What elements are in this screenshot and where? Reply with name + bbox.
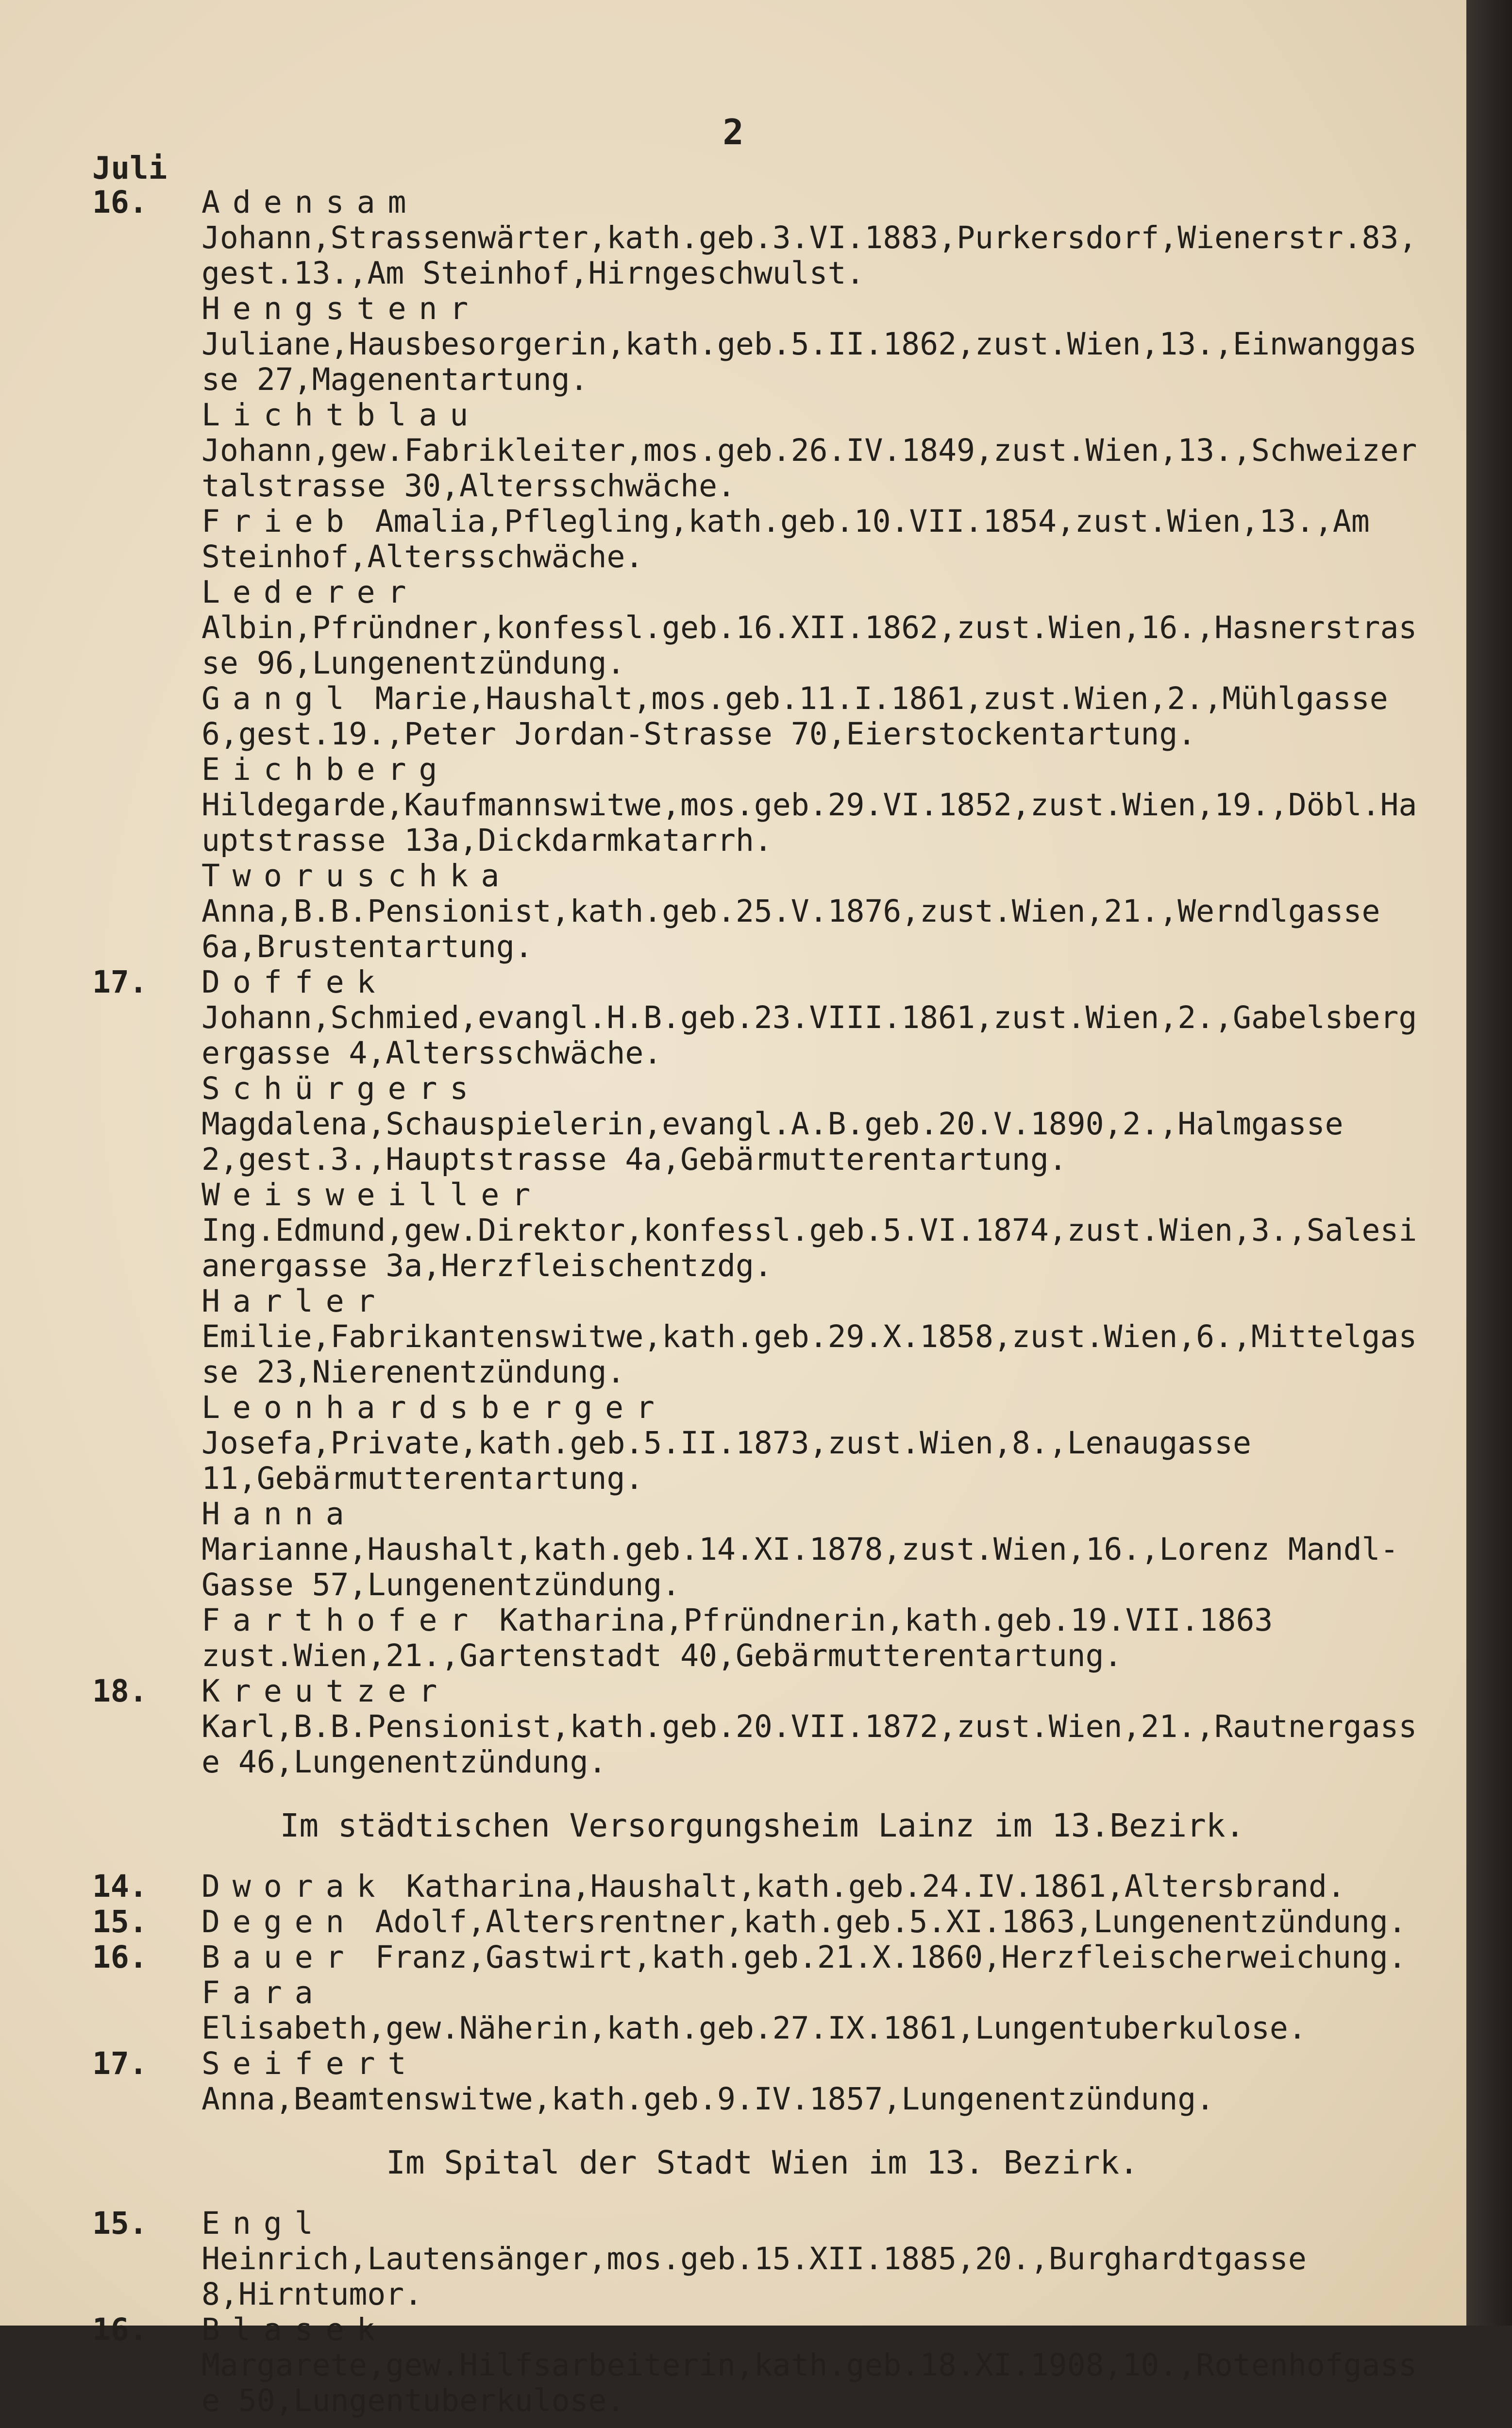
- register-entry: [92, 1177, 1432, 1283]
- entry-surname: Doffek: [202, 964, 388, 1000]
- register-entry: [92, 1975, 1432, 2046]
- entry-details: Elisabeth,gew.Näherin,kath.geb.27.IX.1861,Lungentuberkulose.: [202, 2010, 1307, 2046]
- entry-details: Karl,B.B.Pensionist,kath.geb.20.VII.1872,zust.Wien,21.,Rautnergasse 46,Lungenentzündung.: [202, 1709, 1417, 1780]
- register-entry: [92, 1904, 1432, 1939]
- entry-details: Heinrich,Lautensänger,mos.geb.15.XII.1885,20.,Burghardtgasse 8,Hirntumor.: [202, 2241, 1307, 2312]
- register-entry: [92, 504, 1432, 574]
- entry-details: Margarete,gew.Hilfsarbeiterin,kath.geb.18.XI.1908,10.,Rotenhofgasse 50,Lungentuberkulose.: [202, 2347, 1417, 2418]
- register-entry: [92, 681, 1432, 752]
- entry-surname: Bauer: [202, 1939, 357, 1975]
- entry-surname: Dworak: [202, 1869, 388, 1904]
- section-heading: Im städtischen Versorgungsheim Lainz im 13.Bezirk.: [280, 1807, 1245, 1844]
- register-entry: [92, 1869, 1432, 1904]
- entry-surname: Adensam: [202, 185, 419, 220]
- entry-surname: Lederer: [202, 574, 419, 610]
- entry-details: Hildegarde,Kaufmannswitwe,mos.geb.29.VI.1852,zust.Wien,19.,Döbl.Hauptstrasse 13a,Dickdarmkatarrh.: [202, 787, 1417, 858]
- entry-day: 16.: [92, 2312, 148, 2347]
- page-number: 2: [722, 112, 744, 152]
- entry-surname: Weisweiller: [202, 1177, 543, 1213]
- register-entry: [92, 185, 1432, 291]
- entry-details: Magdalena,Schauspielerin,evangl.A.B.geb.20.V.1890,2.,Halmgasse 2,gest.3.,Hauptstrasse 4a,Gebärmutterentartung.: [202, 1106, 1344, 1177]
- entry-details: Amalia,Pflegling,kath.geb.10.VII.1854,zust.Wien,13.,Am Steinhof,Altersschwäche.: [202, 504, 1370, 574]
- entry-details: Marianne,Haushalt,kath.geb.14.XI.1878,zust.Wien,16.,Lorenz Mandl-Gasse 57,Lungenentzündung.: [202, 1532, 1399, 1602]
- entry-details: Anna,B.B.Pensionist,kath.geb.25.V.1876,zust.Wien,21.,Werndlgasse 6a,Brustentartung.: [202, 894, 1380, 964]
- entry-details: Anna,Beamtenswitwe,kath.geb.9.IV.1857,Lungenentzündung.: [202, 2081, 1215, 2117]
- entry-surname: Degen: [202, 1904, 357, 1939]
- entry-details: Franz,Gastwirt,kath.geb.21.X.1860,Herzfleischerweichung.: [375, 1939, 1407, 1975]
- register-entry: [92, 574, 1432, 681]
- entry-surname: Frieb: [202, 504, 357, 539]
- register-entry: [92, 964, 1432, 1071]
- entry-day: 16.: [92, 185, 148, 220]
- entry-surname: Leonhardsberger: [202, 1390, 667, 1425]
- register-entry: [92, 2046, 1432, 2117]
- register-entry: [92, 2312, 1432, 2418]
- entry-surname: Tworuschka: [202, 858, 512, 894]
- entry-day: 15.: [92, 2206, 148, 2241]
- entry-details: Josefa,Private,kath.geb.5.II.1873,zust.Wien,8.,Lenaugasse 11,Gebärmutterentartung.: [202, 1425, 1251, 1496]
- register-entry: [92, 1390, 1432, 1496]
- register-entry: [92, 291, 1432, 397]
- month-label: Juli: [92, 151, 168, 186]
- entry-details: Albin,Pfründner,konfessl.geb.16.XII.1862,zust.Wien,16.,Hasnerstrasse 96,Lungenentzündung.: [202, 610, 1417, 681]
- entry-details: Ing.Edmund,gew.Direktor,konfessl.geb.5.VI.1874,zust.Wien,3.,Salesianergasse 3a,Herzfleischentzdg.: [202, 1213, 1417, 1283]
- entry-day: 17.: [92, 2046, 148, 2081]
- entry-surname: Engl: [202, 2206, 326, 2241]
- register-entry: [92, 2206, 1432, 2312]
- entry-surname: Kreutzer: [202, 1673, 450, 1709]
- entry-surname: Harler: [202, 1283, 388, 1319]
- section-heading: Im Spital der Stadt Wien im 13. Bezirk.: [386, 2144, 1139, 2181]
- entry-details: Marie,Haushalt,mos.geb.11.I.1861,zust.Wien,2.,Mühlgasse 6,gest.19.,Peter Jordan-Strasse 70,Eierstockentartung.: [202, 681, 1388, 752]
- entry-surname: Farthofer: [202, 1602, 481, 1638]
- entry-details: Johann,Schmied,evangl.H.B.geb.23.VIII.1861,zust.Wien,2.,Gabelsbergergasse 4,Altersschwäche.: [202, 1000, 1417, 1071]
- entry-surname: Fara: [202, 1975, 326, 2010]
- entry-details: Johann,gew.Fabrikleiter,mos.geb.26.IV.1849,zust.Wien,13.,Schweizertalstrasse 30,Altersschwäche.: [202, 433, 1417, 504]
- entry-surname: Hanna: [202, 1496, 357, 1532]
- entry-surname: Gangl: [202, 681, 357, 716]
- death-register: [92, 185, 1432, 2428]
- register-entry: [92, 1939, 1432, 1975]
- entry-surname: Eichberg: [202, 752, 450, 787]
- entry-day: 17.: [92, 964, 148, 1000]
- register-entry: [92, 1071, 1432, 1177]
- entry-details: Katharina,Haushalt,kath.geb.24.IV.1861,Altersbrand.: [406, 1869, 1345, 1904]
- entry-surname: Schürgers: [202, 1071, 481, 1106]
- book-binding-edge: [1466, 0, 1512, 2326]
- register-entry: [92, 858, 1432, 964]
- entry-day: 18.: [92, 1673, 148, 1709]
- register-entry: [92, 752, 1432, 858]
- entry-surname: Seifert: [202, 2046, 419, 2081]
- entry-surname: Hengstenr: [202, 291, 481, 326]
- entry-surname: Lichtblau: [202, 397, 481, 433]
- register-entry: [92, 1496, 1432, 1602]
- entry-details: Emilie,Fabrikantenswitwe,kath.geb.29.X.1858,zust.Wien,6.,Mittelgasse 23,Nierenentzündung.: [202, 1319, 1417, 1390]
- entry-day: 14.: [92, 1869, 148, 1904]
- register-entry: [92, 1602, 1432, 1673]
- entry-details: Juliane,Hausbesorgerin,kath.geb.5.II.1862,zust.Wien,13.,Einwanggasse 27,Magenentartung.: [202, 326, 1417, 397]
- entry-details: Adolf,Altersrentner,kath.geb.5.XI.1863,Lungenentzündung.: [375, 1904, 1407, 1939]
- entry-surname: Blasek: [202, 2312, 388, 2347]
- entry-day: 16.: [92, 1939, 148, 1975]
- register-entry: [92, 397, 1432, 504]
- register-entry: [92, 1283, 1432, 1390]
- entry-details: Johann,Strassenwärter,kath.geb.3.VI.1883,Purkersdorf,Wienerstr.83,gest.13.,Am Steinhof,Hirngeschwulst.: [202, 220, 1417, 291]
- entry-day: 15.: [92, 1904, 148, 1939]
- register-entry: [92, 1673, 1432, 1780]
- entry-details: Katharina,Pfründnerin,kath.geb.19.VII.1863 zust.Wien,21.,Gartenstadt 40,Gebärmutterentartung.: [202, 1602, 1273, 1673]
